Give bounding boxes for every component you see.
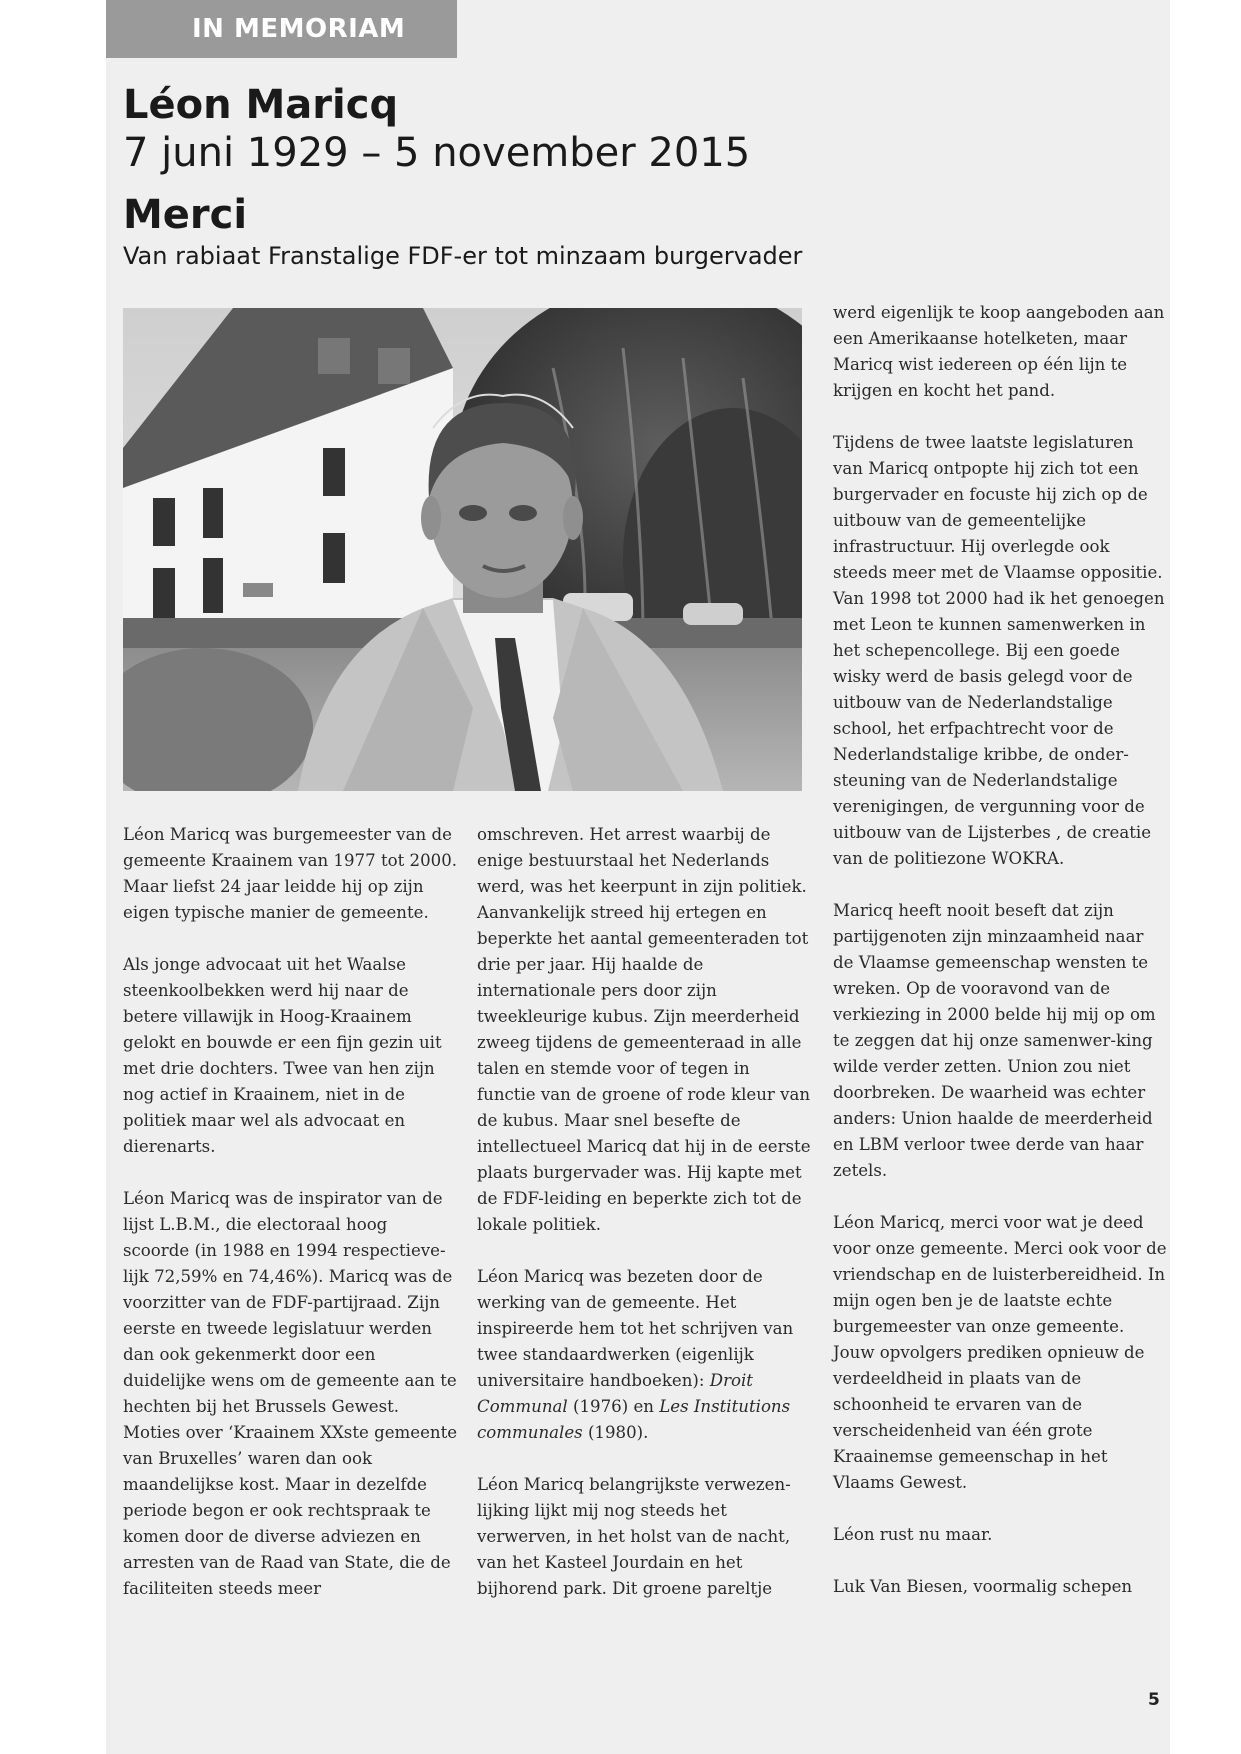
article-column-2: [477, 822, 812, 1628]
article-subtitle: Van rabiaat Franstalige FDF-er tot minzaam burgervader: [123, 242, 803, 270]
portrait-photo: [123, 308, 802, 791]
article-column-3: [833, 300, 1168, 1626]
section-label: IN MEMORIAM: [106, 0, 457, 58]
obituary-name: Léon Maricq: [123, 82, 399, 128]
paragraph: Maricq heeft nooit beseft dat zijn partijgenoten zijn minzaamheid naar de Vlaamse gemeenschap wensten te wreken. Op de vooravond van de verkiezing in 2000 belde hij mij op om te zeggen dat hij onze samenwer-king wilde verder zetten. Union zou niet doorbreken. De waarheid was echter anders: Union haalde de meerderheid en LBM verloor twee derde van haar zetels.: [833, 901, 1156, 1180]
author-signature: Luk Van Biesen, voormalig schepen: [833, 1577, 1133, 1596]
article-title: Merci: [123, 192, 248, 238]
paragraph: Léon Maricq was burgemeester van de gemeente Kraainem van 1977 tot 2000. Maar liefst 24 jaar leidde hij op zijn eigen typische manier de gemeente.: [123, 825, 458, 922]
book-title-droit-communal: Droit Communal: [477, 1371, 753, 1416]
paragraph: Tijdens de twee laatste legislaturen van Maricq ontpopte hij zich tot een burgervader en focuste hij zich op de uitbouw van de gemeentelijke infrastructuur. Hij overlegde ook steeds meer met de Vlaamse oppositie. Van 1998 tot 2000 had ik het genoegen met Leon te kunnen samenwerken in het schepencollege. Bij een goede wisky werd de basis gelegd voor de uitbouw van de Nederlandstalige school, het erfpachtrecht voor de Nederlandstalige kribbe, de onder-steuning van de Nederlandstalige verenigingen, de vergunning voor de uitbouw van de Lijsterbes , de creatie van de politiezone WOKRA.: [833, 433, 1165, 868]
paragraph: Léon Maricq belangrijkste verwezen-lijking lijkt mij nog steeds het verwerven, in het holst van de nacht, van het Kasteel Jourdain en het bijhorend park. Dit groene pareltje: [477, 1475, 791, 1598]
paragraph: Léon Maricq, merci voor wat je deed voor onze gemeente. Merci ook voor de vriendschap en de luisterbereidheid. In mijn ogen ben je de laatste echte burgemeester van onze gemeente. Jouw opvolgers prediken opnieuw de verdeeldheid in plaats van de schoonheid te ervaren van de verscheidenheid van één grote Kraainemse gemeenschap in het Vlaams Gewest.: [833, 1213, 1167, 1492]
text-run: (1980).: [582, 1423, 649, 1442]
paragraph: Als jonge advocaat uit het Waalse steenkoolbekken werd hij naar de betere villawijk in Hoog-Kraainem gelokt en bouwde er een fijn gezin uit met drie dochters. Twee van hen zijn nog actief in Kraainem, niet in de politiek maar wel als advocaat en dierenarts.: [123, 955, 442, 1156]
article-column-1: [123, 822, 458, 1628]
paragraph: Léon rust nu maar.: [833, 1525, 993, 1544]
text-run: (1976) en: [567, 1397, 660, 1416]
paragraph: omschreven. Het arrest waarbij de enige bestuurstaal het Nederlands werd, was het keerpunt in zijn politiek. Aanvankelijk streed hij ertegen en beperkte het aantal gemeenteraden tot drie per jaar. Hij haalde de internationale pers door zijn tweekleurige kubus. Zijn meerderheid zweeg tijdens de gemeenteraad in alle talen en stemde voor of tegen in functie van de groene of rode kleur van de kubus. Maar snel besefte de intellectueel Maricq dat hij in de eerste plaats burgervader was. Hij kapte met de FDF-leiding en beperkte zich tot de lokale politiek.: [477, 825, 811, 1234]
page-number: 5: [1148, 1690, 1160, 1710]
paragraph-with-book-titles: [477, 1264, 812, 1446]
book-title-les-institutions-communales: Les Institutions communales: [477, 1397, 791, 1442]
life-dates: 7 juni 1929 – 5 november 2015: [123, 130, 751, 176]
text-run: Léon Maricq was bezeten door de werking van de gemeente. Het inspireerde hem tot het schrijven van twee standaardwerken (eigenlijk universitaire handboeken):: [477, 1267, 794, 1390]
paragraph: Léon Maricq was de inspirator van de lijst L.B.M., die electoraal hoog scoorde (in 1988 en 1994 respectieve-lijk 72,59% en 74,46%). Maricq was de voorzitter van de FDF-partijraad. Zijn eerste en tweede legislatuur werden dan ook gekenmerkt door een duidelijke wens om de gemeente aan te hechten bij het Brussels Gewest. Moties over ‘Kraainem XXste gemeente van Bruxelles’ waren dan ook maandelijkse kost. Maar in dezelfde periode begon er ook rechtspraak te komen door de diverse adviezen en arresten van de Raad van State, die de faciliteiten steeds meer: [123, 1189, 458, 1598]
paragraph: werd eigenlijk te koop aangeboden aan een Amerikaanse hotelketen, maar Maricq wist iedereen op één lijn te krijgen en kocht het pand.: [833, 303, 1165, 400]
